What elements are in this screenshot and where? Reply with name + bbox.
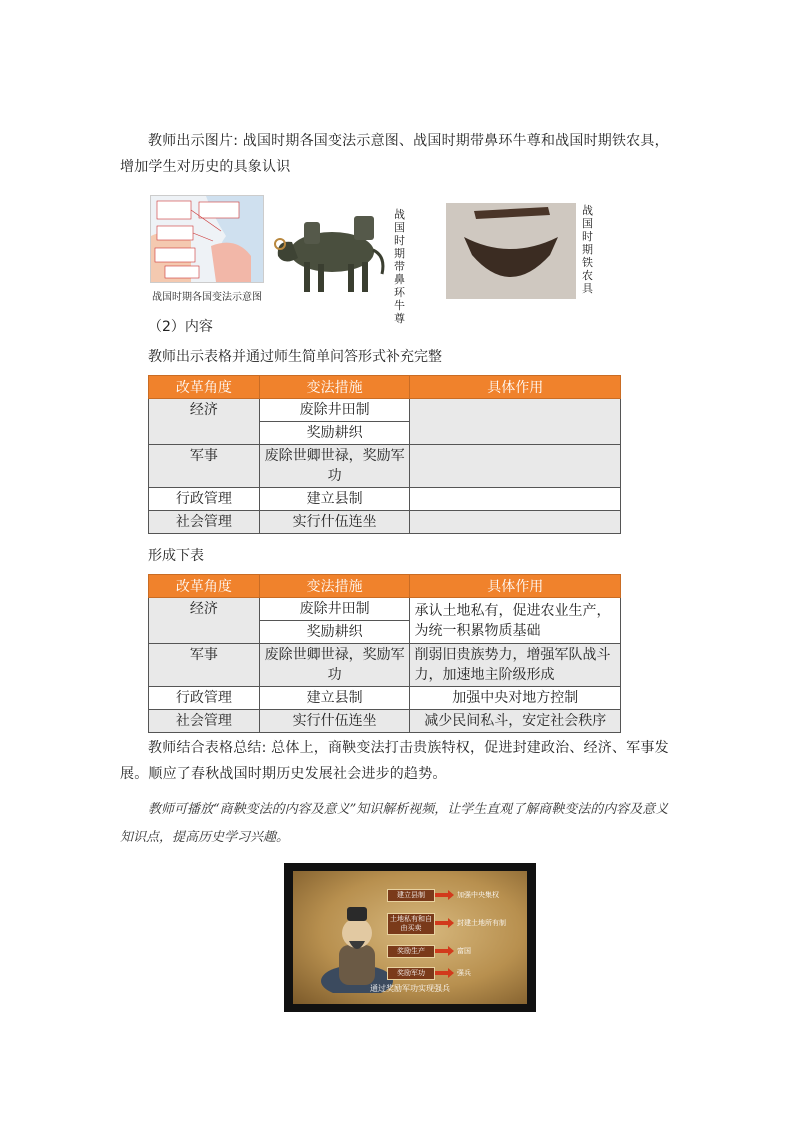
ox-caption: 战国时期带鼻环牛尊: [394, 208, 405, 325]
row-measure: 实行什伍连坐: [259, 710, 410, 733]
row-measure: 废除井田制: [259, 598, 410, 621]
form-label: 形成下表: [148, 548, 204, 564]
row-measure: 实行什伍连坐: [259, 511, 410, 534]
row-effect: 削弱旧贵族势力，增强军队战斗力，加速地主阶级形成: [410, 644, 621, 687]
row-effect: 承认土地私有，促进农业生产，为统一积累物质基础: [410, 598, 621, 644]
video-result: 加强中央集权: [457, 891, 499, 899]
row-measure: 奖励耕织: [259, 621, 410, 644]
row-effect: [410, 488, 621, 511]
header-angle: 改革角度: [149, 575, 260, 598]
row-effect: [410, 399, 621, 445]
video-cause: 奖励生产: [387, 945, 435, 958]
header-angle: 改革角度: [149, 376, 260, 399]
video-note: 教师可播放“商鞅变法的内容及意义”知识解析视频，让学生直观了解商鞅变法的内容及意义知识点，提高历史学习兴趣。: [120, 802, 669, 845]
video-frame: [293, 871, 527, 1004]
measures-table-blank: [148, 375, 621, 534]
row-measure: 建立县制: [259, 687, 410, 710]
video-cause: 奖励军功: [387, 967, 435, 980]
row-angle: 经济: [149, 399, 260, 445]
video-result: 强兵: [457, 969, 471, 977]
header-effect: 具体作用: [410, 376, 621, 399]
video-player[interactable]: [284, 863, 536, 1012]
video-result: 富国: [457, 947, 471, 955]
row-effect: [410, 511, 621, 534]
iron-tools-image: [446, 203, 576, 299]
shang-yang-portrait: [317, 893, 397, 993]
row-measure: 废除井田制: [259, 399, 410, 422]
row-measure: 建立县制: [259, 488, 410, 511]
ox-figure: [270, 200, 390, 300]
row-measure: 废除世卿世禄，奖励军功: [259, 445, 410, 488]
row-angle: 行政管理: [149, 687, 260, 710]
measures-table-complete: [148, 574, 621, 733]
row-angle: 行政管理: [149, 488, 260, 511]
iron-tools-figure: [446, 203, 576, 299]
intro-paragraph: 教师出示图片: 战国时期各国变法示意图、战国时期带鼻环牛尊和战国时期铁农具，增加学生对历史的具象认识: [120, 133, 669, 175]
bronze-ox-image: [270, 200, 390, 300]
row-angle: 社会管理: [149, 710, 260, 733]
arrow-icon: [435, 893, 449, 897]
row-angle: 社会管理: [149, 511, 260, 534]
row-effect: 加强中央对地方控制: [410, 687, 621, 710]
video-cause: 建立县制: [387, 889, 435, 902]
header-measures: 变法措施: [259, 575, 410, 598]
row-measure: 废除世卿世禄，奖励军功: [259, 644, 410, 687]
arrow-icon: [435, 921, 449, 925]
row-measure: 奖励耕织: [259, 422, 410, 445]
header-measures: 变法措施: [259, 376, 410, 399]
map-image: [151, 196, 263, 282]
video-subtitle: 通过奖励军功实现强兵: [370, 984, 450, 993]
row-angle: 经济: [149, 598, 260, 644]
video-result: 封建土地所有制: [457, 919, 506, 927]
row-angle: 军事: [149, 644, 260, 687]
row-angle: 军事: [149, 445, 260, 488]
table-intro: 教师出示表格并通过师生简单问答形式补充完整: [148, 349, 442, 365]
map-caption: 战国时期各国变法示意图: [152, 292, 262, 303]
header-effect: 具体作用: [410, 575, 621, 598]
row-effect: 减少民间私斗，安定社会秩序: [410, 710, 621, 733]
summary-paragraph: 教师结合表格总结: 总体上，商鞅变法打击贵族特权，促进封建政治、经济、军事发展。顺应了春秋战国时期历史发展社会进步的趋势。: [120, 740, 669, 782]
arrow-icon: [435, 971, 449, 975]
iron-caption: 战国时期铁农具: [582, 204, 593, 295]
arrow-icon: [435, 949, 449, 953]
section-title: （2）内容: [148, 319, 213, 335]
map-figure: [150, 195, 264, 283]
video-cause: 土地私有和自由买卖: [387, 913, 435, 935]
row-effect: [410, 445, 621, 488]
